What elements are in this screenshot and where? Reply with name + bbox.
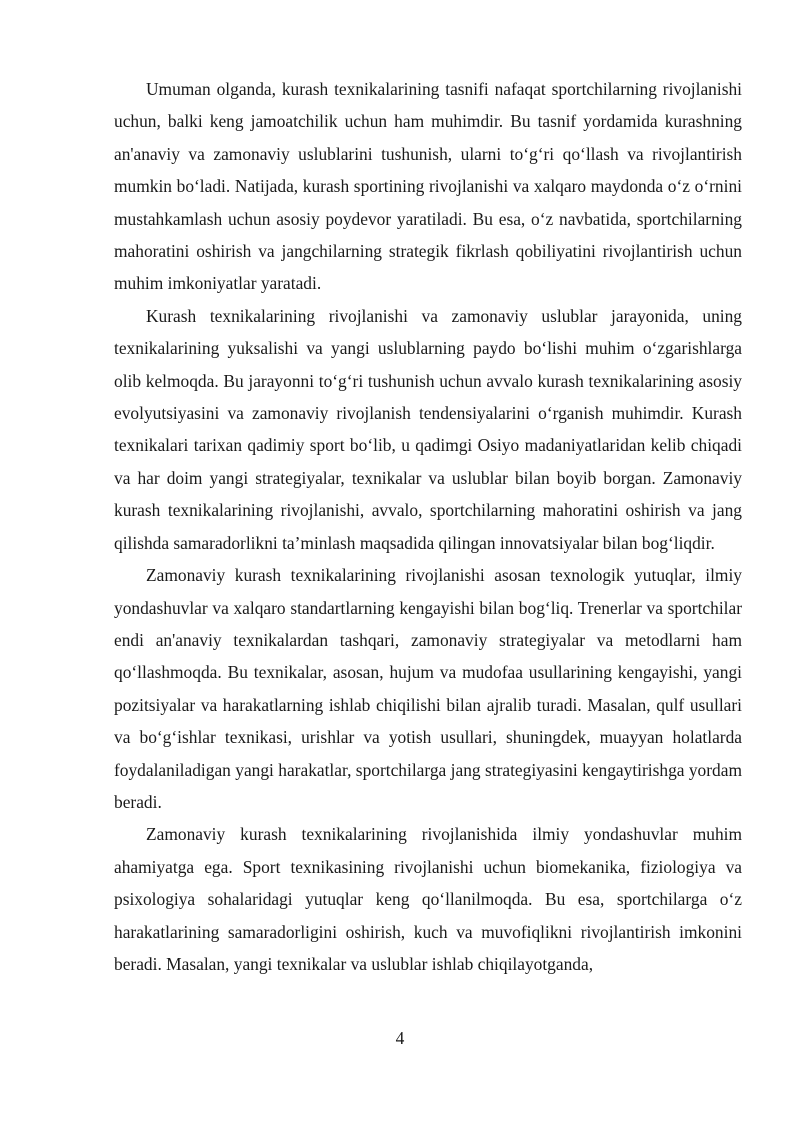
paragraph-3: Zamonaviy kurash texnikalarining rivojlanishi asosan texnologik yutuqlar, ilmiy yondashuvlar va xalqaro standartlarning kengayishi bilan bog‘liq. Trenerlar va sportchilar endi an'anaviy texnikalardan tashqari, zamonaviy strategiyalar va metodlarni ham qo‘llashmoqda. Bu texnikalar, asosan, hujum va mudofaa usullarining kengayishi, yangi pozitsiyalar va harakatlarning ishlab chiqilishi bilan ajralib turadi. Masalan, qulf usullari va bo‘g‘ishlar texnikasi, urishlar va yotish usullari, shuningdek, muayyan holatlarda foydalaniladigan yangi harakatlar, sportchilarga jang strategiyasini kengaytirishga yordam beradi. — [114, 565, 742, 812]
paragraph-4: Zamonaviy kurash texnikalarining rivojlanishida ilmiy yondashuvlar muhim ahamiyatga ega. Sport texnikasining rivojlanishi uchun biomekanika, fiziologiya va psixologiya sohalaridagi yutuqlar keng qo‘llanilmoqda. Bu esa, sportchilarga o‘z harakatlarining samaradorligini oshirish, kuch va muvofiqlikni rivojlantirish imkonini beradi. Masalan, yangi texnikalar va uslublar ishlab chiqilayotganda, — [114, 824, 742, 974]
page-number: 4 — [395, 1028, 405, 1048]
paragraph-2: Kurash texnikalarining rivojlanishi va zamonaviy uslublar jarayonida, uning texnikalarining yuksalishi va yangi uslublarning paydo bo‘lishi muhim o‘zgarishlarga olib kelmoqda. Bu jarayonni to‘g‘ri tushunish uchun avvalo kurash texnikalarining asosiy evolyutsiyasini va zamonaviy rivojlanish tendensiyalarini o‘rganish muhimdir. Kurash texnikalari tarixan qadimiy sport bo‘lib, u qadimgi Osiyo madaniyatlaridan kelib chiqadi va har doim yangi strategiyalar, texnikalar va uslublar bilan boyib borgan. Zamonaviy kurash texnikalarining rivojlanishi, avvalo, sportchilarning mahoratini oshirish va jang qilishda samaradorlikni ta’minlash maqsadida qilingan innovatsiyalar bilan bog‘liqdir. — [114, 305, 742, 553]
body-text — [114, 73, 742, 980]
paragraph-1: Umuman olganda, kurash texnikalarining tasnifi nafaqat sportchilarning rivojlanishi uchun, balki keng jamoatchilik uchun ham muhimdir. Bu tasnif yordamida kurashning an'anaviy va zamonaviy uslublarini tushunish, ularni to‘g‘ri qo‘llash va rivojlantirish mumkin bo‘ladi. Natijada, kurash sportining rivojlanishi va xalqaro maydonda o‘z o‘rnini mustahkamlash uchun asosiy poydevor yaratiladi. Bu esa, o‘z navbatida, sportchilarning mahoratini oshirish va jangchilarning strategik fikrlash qobiliyatini rivojlantirish uchun muhim imkoniyatlar yaratadi. — [114, 79, 742, 294]
